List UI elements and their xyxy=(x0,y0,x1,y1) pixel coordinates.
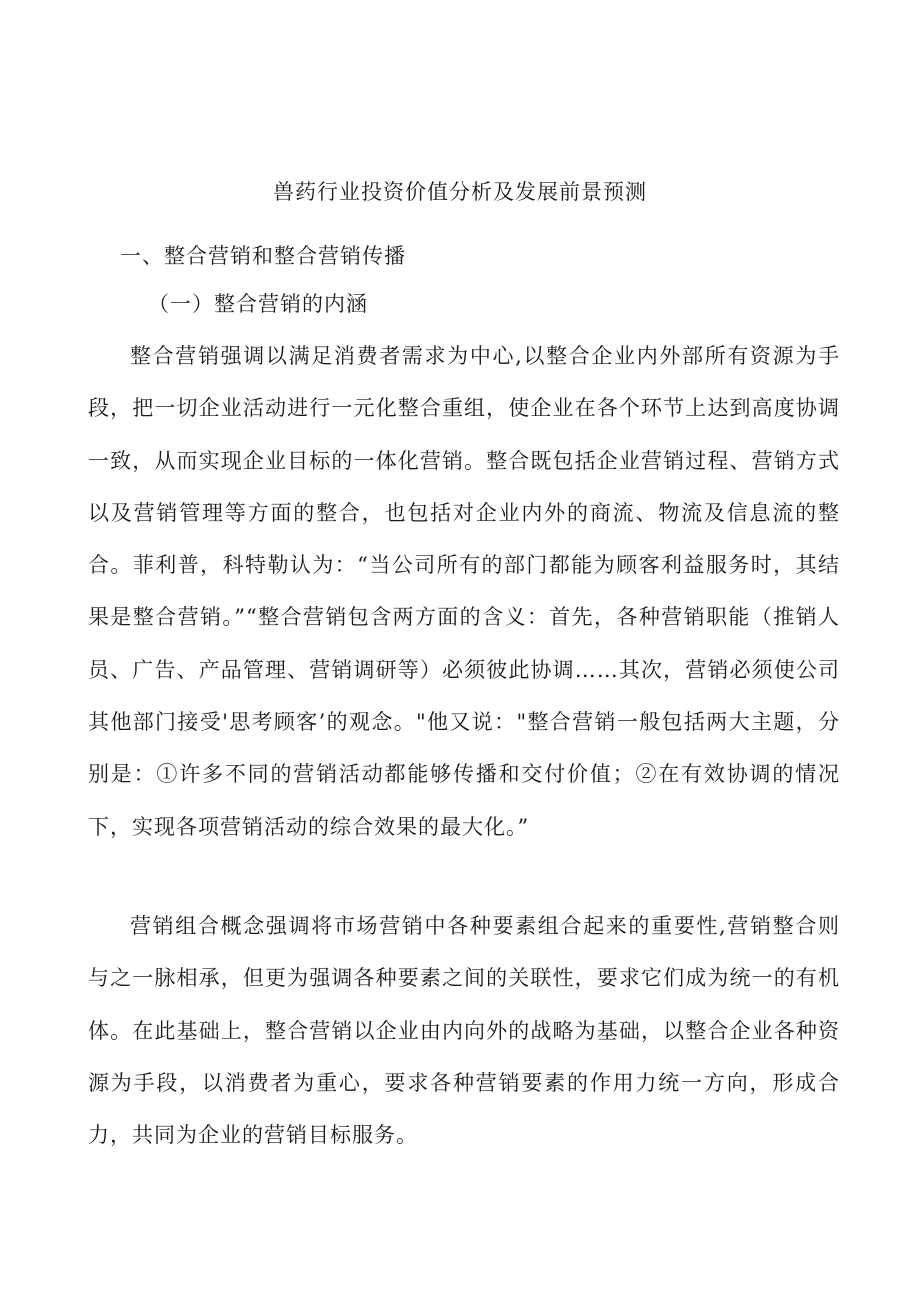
body-paragraph-1: 整合营销强调以满足消费者需求为中心,以整合企业内外部所有资源为手段，把一切企业活动进行一元化整合重组，使企业在各个环节上达到高度协调一致，从而实现企业目标的一体化营销。整合既包括企业营销过程、营销方式以及营销管理等方面的整合，也包括对企业内外的商流、物流及信息流的整合。菲利普，科特勒认为：“当公司所有的部门都能为顾客利益服务时，其结果是整合营销。”“整合营销包含两方面的含义：首先，各种营销职能（推销人员、广告、产品管理、营销调研等）必须彼此协调……其次，营销必须使公司其他部门接受'思考顾客’的观念。"他又说："整合营销一般包括两大主题，分别是：①许多不同的营销活动都能够传播和交付价值；②在有效协调的情况下，实现各项营销活动的综合效果的最大化。” xyxy=(88,344,840,839)
section-heading: 一、整合营销和整合营销传播 xyxy=(120,244,406,268)
document-title: 兽药行业投资价值分析及发展前景预测 xyxy=(273,180,647,204)
subsection-heading: （一）整合营销的内涵 xyxy=(148,292,368,316)
body-paragraph-2: 营销组合概念强调将市场营销中各种要素组合起来的重要性,营销整合则与之一脉相承，但更为强调各种要素之间的关联性，要求它们成为统一的有机体。在此基础上，整合营销以企业由内向外的战略为基础，以整合企业各种资源为手段，以消费者为重心，要求各种营销要素的作用力统一方向，形成合力，共同为企业的营销目标服务。 xyxy=(88,914,840,1148)
